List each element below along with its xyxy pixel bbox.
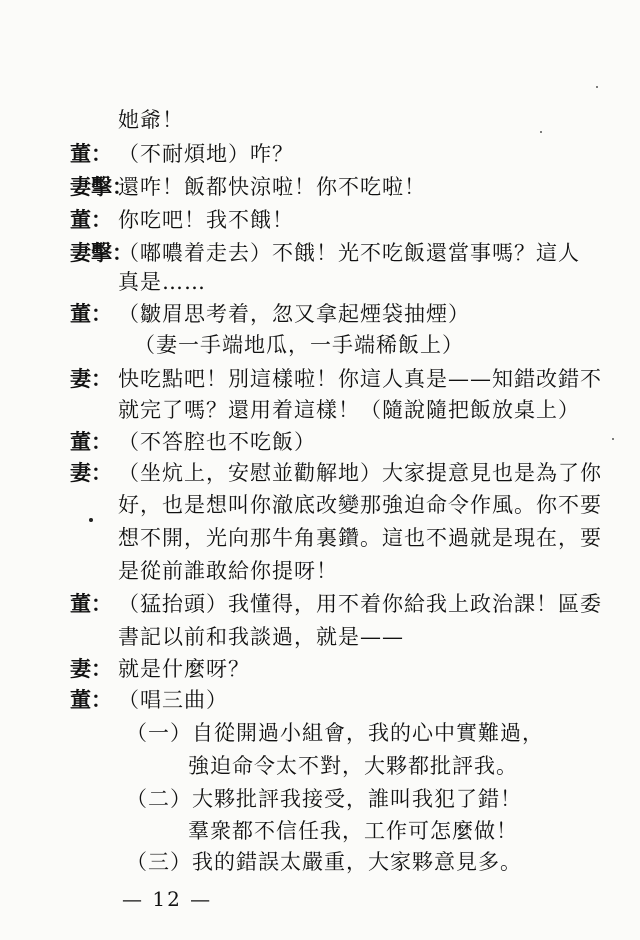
ink-speck [612, 438, 614, 440]
script-line [0, 237, 640, 269]
line-text: （皺眉思考着，忽又拿起煙袋抽煙） [118, 302, 470, 326]
song-line [0, 815, 640, 847]
song-line [0, 783, 640, 815]
stage-direction [0, 329, 640, 361]
line-text: （二）大夥批評我接受，誰叫我犯了錯！ [126, 787, 522, 811]
line-text: （一）自從開過小組會，我的心中實難過， [126, 721, 544, 745]
speaker-label: 妻擊： [70, 174, 133, 199]
speaker-label: 妻： [70, 656, 112, 681]
script-line [0, 138, 640, 170]
script-line [0, 588, 640, 620]
speaker-label: 妻： [70, 366, 112, 391]
line-text: 是從前誰敢給你提呀！ [118, 559, 338, 583]
song-line [0, 846, 640, 878]
speaker-label: 妻擊： [70, 240, 133, 265]
line-text: （不耐煩地）咋？ [118, 142, 294, 166]
line-text: 就是什麼呀？ [118, 657, 250, 681]
speaker-label: 董： [70, 207, 112, 232]
speaker-label: 妻： [70, 460, 112, 485]
song-line [0, 717, 640, 749]
script-line [0, 426, 640, 458]
line-text: 真是…… [118, 270, 206, 294]
speaker-label: 董： [70, 687, 112, 712]
speaker-label: 董： [70, 429, 112, 454]
speaker-label: 董： [70, 301, 112, 326]
speaker-label: 董： [70, 591, 112, 616]
script-line [0, 204, 640, 236]
script-line [0, 621, 640, 653]
line-text: 你吃吧！我不餓！ [118, 208, 294, 232]
line-text: 書記以前和我談過，就是—— [118, 625, 404, 649]
line-text: （坐炕上，安慰並勸解地）大家提意見也是為了你 [118, 461, 602, 485]
line-text: 還咋！飯都快涼啦！你不吃啦！ [118, 175, 426, 199]
script-line [0, 684, 640, 716]
line-text: 她爺！ [118, 108, 184, 132]
line-text: （三）我的錯誤太嚴重，大家夥意見多。 [126, 850, 522, 874]
speaker-label: 董： [70, 141, 112, 166]
script-line [0, 522, 640, 554]
script-line [0, 266, 640, 298]
ink-speck [540, 131, 542, 133]
ink-mark [89, 518, 93, 522]
line-text: （不答腔也不吃飯） [118, 430, 316, 454]
script-line [0, 555, 640, 587]
line-text: 羣衆都不信任我，工作可怎麼做！ [188, 819, 518, 843]
script-line [0, 104, 640, 136]
line-text: 強迫命令太不對，大夥都批評我。 [188, 754, 518, 778]
song-line [0, 750, 640, 782]
line-text: （妻一手端地瓜，一手端稀飯上） [134, 333, 464, 357]
line-text: 快吃點吧！別這樣啦！你這人真是——知錯改錯不 [118, 367, 602, 391]
script-line [0, 394, 640, 426]
script-line [0, 363, 640, 395]
script-line [0, 489, 640, 521]
line-text: （唱三曲） [118, 688, 228, 712]
line-text: （猛抬頭）我懂得，用不着你給我上政治課！區委 [118, 592, 602, 616]
line-text: 就完了嗎？還用着這樣！（隨說隨把飯放桌上） [118, 398, 580, 422]
script-line [0, 171, 640, 203]
script-line [0, 457, 640, 489]
line-text: 想不開，光向那牛角裏鑽。這也不過就是現在，要 [118, 526, 602, 550]
line-text: （嘟噥着走去）不餓！光不吃飯還當事嗎？這人 [118, 241, 580, 265]
script-line [0, 653, 640, 685]
page-number: — 12 — [122, 887, 213, 911]
ink-speck [596, 86, 598, 88]
line-text: 好，也是想叫你澈底改變那強迫命令作風。你不要 [118, 493, 602, 517]
script-line [0, 298, 640, 330]
